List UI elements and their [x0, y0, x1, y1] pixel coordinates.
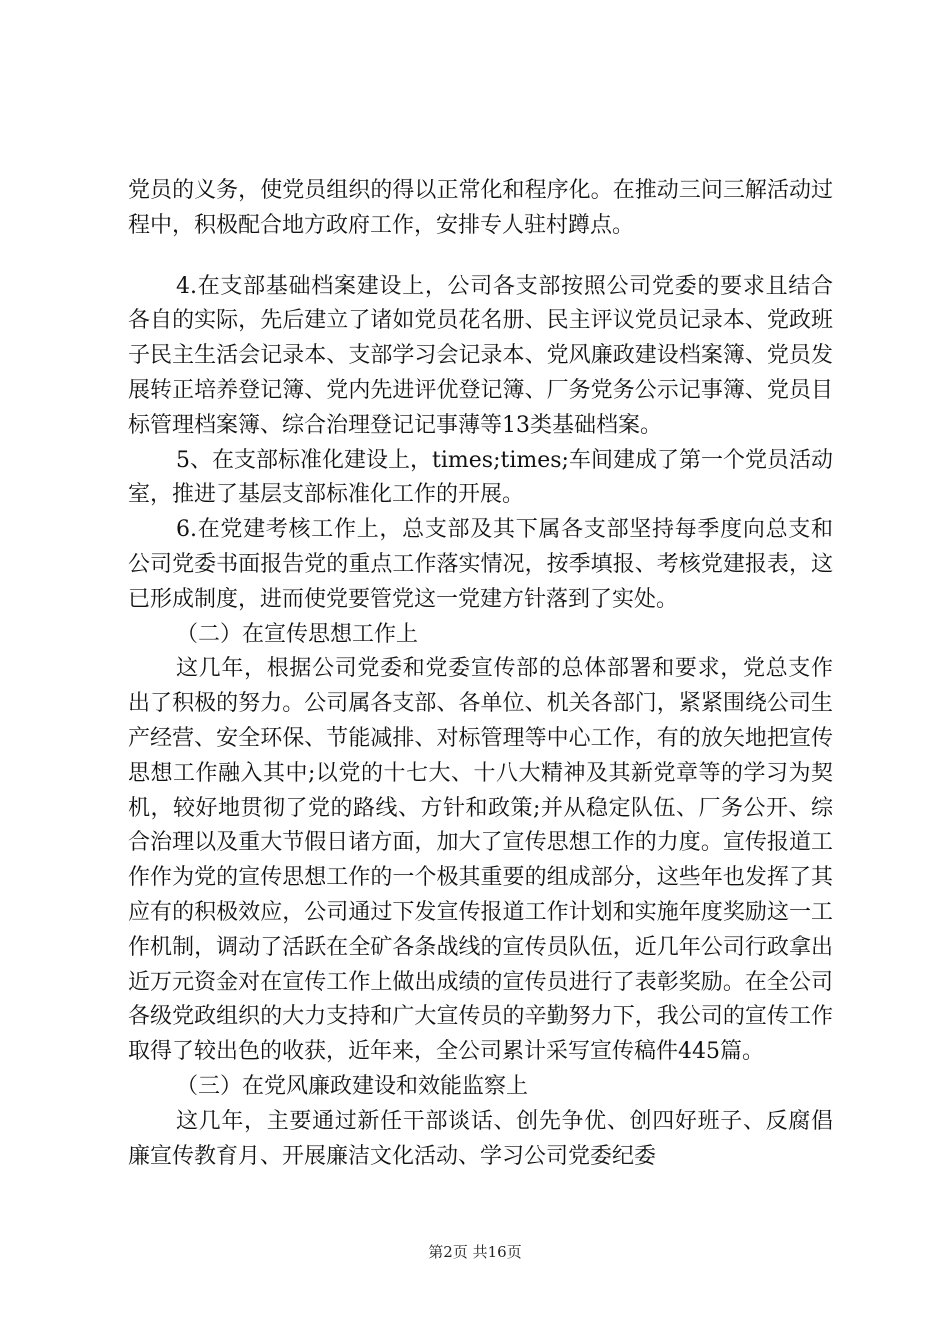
paragraph-assessment: 6.在党建考核工作上，总支部及其下属各支部坚持每季度向总支和公司党委书面报告党的重点工作落实情况，按季填报、考核党建报表，这已形成制度，进而使党要管党这一党建方针落到了实处。 [128, 517, 833, 612]
section-heading-integrity: （三）在党风廉政建设和效能监察上 [176, 1073, 529, 1099]
paragraph-archive-construction: 4.在支部基础档案建设上，公司各支部按照公司党委的要求且结合各自的实际，先后建立了诸如党员花名册、民主评议党员记录本、党政班子民主生活会记录本、支部学习会记录本、党风廉政建设档案簿、党员发展转正培养登记簿、党内先进评优登记簿、厂务党务公示记事簿、党员目标管理档案簿、综合治理登记记事薄等13类基础档案。 [128, 273, 833, 438]
paragraph-standardization: 5、在支部标准化建设上，times;times;车间建成了第一个党员活动室，推进了基层支部标准化工作的开展。 [128, 447, 833, 508]
document-body [128, 174, 833, 1174]
paragraph-propaganda: 这几年，根据公司党委和党委宣传部的总体部署和要求，党总支作出了积极的努力。公司属各支部、各单位、机关各部门，紧紧围绕公司生产经营、安全环保、节能减排、对标管理等中心工作，有的放矢地把宣传思想工作融入其中;以党的十七大、十八大精神及其新党章等的学习为契机，较好地贯彻了党的路线、方针和政策;并从稳定队伍、厂务公开、综合治理以及重大节假日诸方面，加大了宣传思想工作的力度。宣传报道工作作为党的宣传思想工作的一个极其重要的组成部分，这些年也发挥了其应有的积极效应，公司通过下发宣传报道工作计划和实施年度奖励这一工作机制，调动了活跃在全矿各条战线的宣传员队伍，近几年公司行政拿出近万元资金对在宣传工作上做出成绩的宣传员进行了表彰奖励。在全公司各级党政组织的大力支持和广大宣传员的辛勤努力下，我公司的宣传工作取得了较出色的收获，近年来，全公司累计采写宣传稿件445篇。 [128, 656, 833, 1065]
paragraph-integrity: 这几年，主要通过新任干部谈话、创先争优、创四好班子、反腐倡廉宣传教育月、开展廉洁文化活动、学习公司党委纪委 [128, 1108, 833, 1169]
page-footer [0, 1242, 950, 1262]
page-number: 第2页 共16页 [428, 1243, 522, 1261]
section-heading-propaganda: （二）在宣传思想工作上 [176, 621, 419, 647]
paragraph-continuation: 党员的义务，使党员组织的得以正常化和程序化。在推动三问三解活动过程中，积极配合地方政府工作，安排专人驻村蹲点。 [128, 178, 833, 238]
